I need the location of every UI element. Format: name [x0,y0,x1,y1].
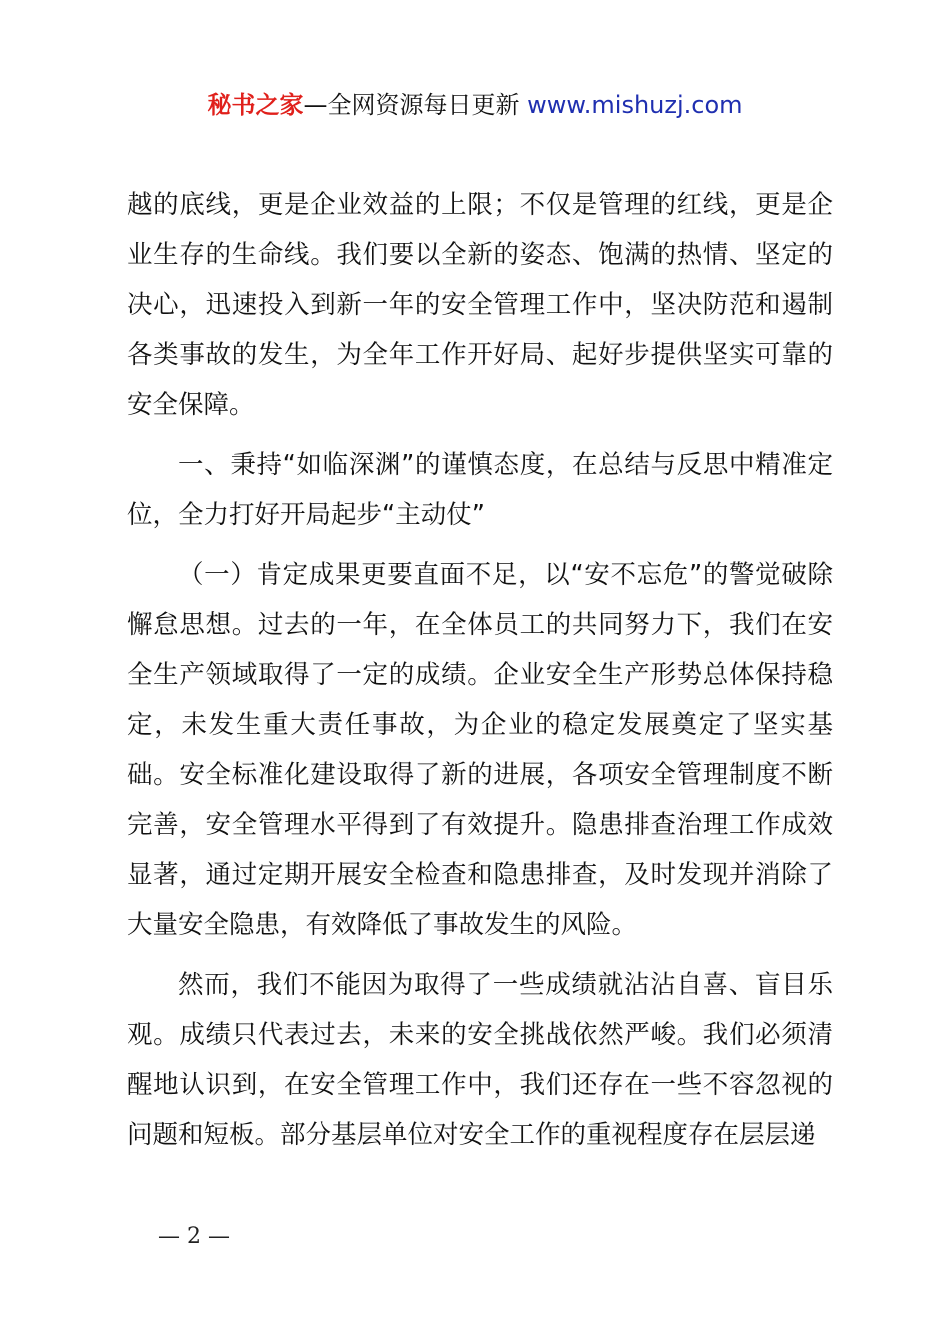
site-brand: 秘书之家 [207,91,304,119]
paragraph-however: 然而，我们不能因为取得了一些成绩就沾沾自喜、盲目乐观。成绩只代表过去，未来的安全挑战依然严峻。我们必须清醒地认识到，在安全管理工作中，我们还存在一些不容忽视的问题和短板。部分基层单位对安全工作的重视程度存在层层递 [127,970,833,1150]
paragraph-subsection-1: （一）肯定成果更要直面不足，以“安不忘危”的警觉破除懈怠思想。过去的一年，在全体员工的共同努力下，我们在安全生产领域取得了一定的成绩。企业安全生产形势总体保持稳定，未发生重大责任事故，为企业的稳定发展奠定了坚实基础。安全标准化建设取得了新的进展，各项安全管理制度不断完善，安全管理水平得到了有效提升。隐患排查治理工作成效显著，通过定期开展安全检查和隐患排查，及时发现并消除了大量安全隐患，有效降低了事故发生的风险。 [127,560,833,940]
document-body [127,180,833,1170]
site-slogan: —全网资源每日更新 [303,91,528,119]
site-header [0,88,950,122]
paragraph-continued: 越的底线，更是企业效益的上限；不仅是管理的红线，更是企业生存的生命线。我们要以全新的姿态、饱满的热情、坚定的决心，迅速投入到新一年的安全管理工作中，坚决防范和遏制各类事故的发生，为全年工作开好局、起好步提供坚实可靠的安全保障。 [127,190,833,420]
site-url[interactable]: www.mishuzj.com [527,91,743,119]
section-heading: 一、秉持“如临深渊”的谨慎态度，在总结与反思中精准定位，全力打好开局起步“主动仗” [127,450,833,530]
page-number: — 2 — [158,1224,230,1249]
